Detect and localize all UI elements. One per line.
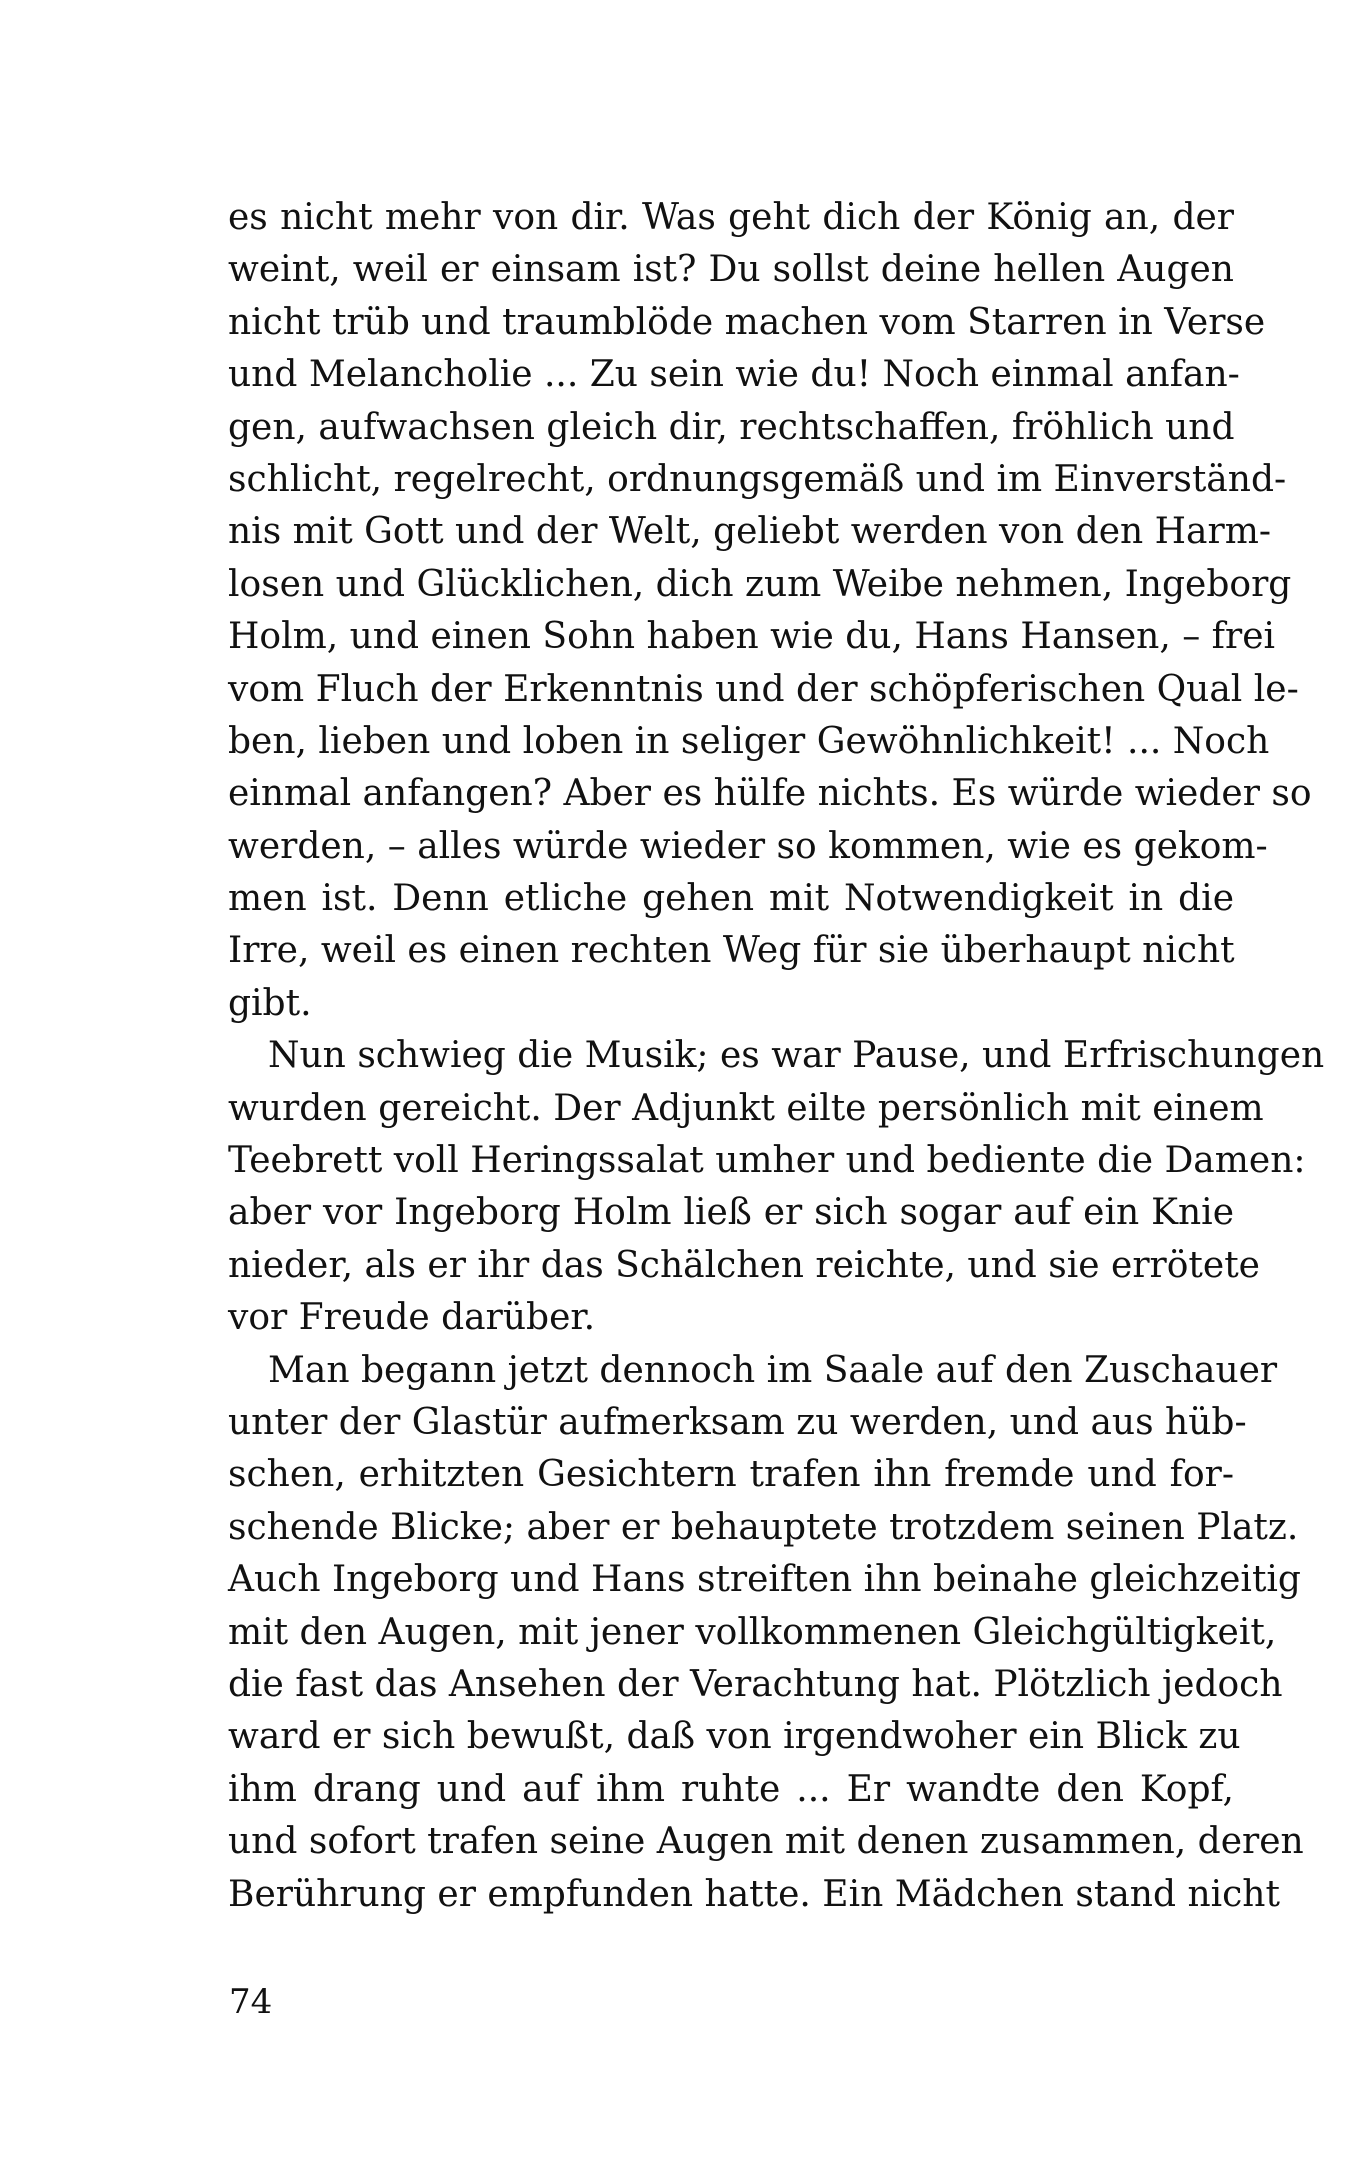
text-line: gen, aufwachsen gleich dir, rechtschaffen, fröhlich und <box>228 406 1235 448</box>
text-line: und sofort trafen seine Augen mit denen zusammen, deren <box>228 1821 1304 1863</box>
text-line: schende Blicke; aber er behauptete trotzdem seinen Platz. <box>228 1506 1299 1548</box>
body-text <box>228 192 1325 1921</box>
text-line: Holm, und einen Sohn haben wie du, Hans Hansen, – frei <box>228 616 1276 658</box>
text-line: vor Freude darüber. <box>228 1297 596 1339</box>
text-line: unter der Glastür aufmerksam zu werden, und aus hüb- <box>228 1401 1247 1443</box>
text-line: Teebrett voll Heringssalat umher und bediente die Damen: <box>228 1140 1306 1182</box>
text-line: werden, – alles würde wieder so kommen, wie es gekom- <box>228 825 1268 867</box>
text-line: mit den Augen, mit jener vollkommenen Gleichgültigkeit, <box>228 1611 1277 1653</box>
text-line: aber vor Ingeborg Holm ließ er sich sogar auf ein Knie <box>228 1192 1234 1234</box>
page-number: 74 <box>229 1982 273 2022</box>
text-line: Irre, weil es einen rechten Weg für sie überhaupt nicht <box>228 930 1235 972</box>
text-line: weint, weil er einsam ist? Du sollst deine hellen Augen <box>228 249 1234 291</box>
text-line: Man begann jetzt dennoch im Saale auf den Zuschauer <box>268 1349 1278 1391</box>
text-line: Auch Ingeborg und Hans streiften ihn beinahe gleichzeitig <box>228 1559 1301 1601</box>
text-line: men ist. Denn etliche gehen mit Notwendigkeit in die <box>228 878 1234 920</box>
text-line: vom Fluch der Erkenntnis und der schöpferischen Qual le- <box>228 668 1299 710</box>
text-line: nis mit Gott und der Welt, geliebt werden von den Harm- <box>228 511 1272 553</box>
text-line: die fast das Ansehen der Verachtung hat. Plötzlich jedoch <box>228 1663 1283 1705</box>
text-line: schlicht, regelrecht, ordnungsgemäß und im Einverständ- <box>228 458 1287 500</box>
text-line: losen und Glücklichen, dich zum Weibe nehmen, Ingeborg <box>228 563 1292 605</box>
text-line: es nicht mehr von dir. Was geht dich der König an, der <box>228 197 1234 238</box>
text-line: nieder, als er ihr das Schälchen reichte, und sie errötete <box>228 1244 1260 1286</box>
text-line: ihm drang und auf ihm ruhte ... Er wandte den Kopf, <box>228 1768 1234 1810</box>
text-line: wurden gereicht. Der Adjunkt eilte persönlich mit einem <box>228 1087 1264 1129</box>
text-line: ward er sich bewußt, daß von irgendwoher ein Blick zu <box>228 1716 1241 1758</box>
text-line: ben, lieben und loben in seliger Gewöhnlichkeit! ... Noch <box>228 720 1270 762</box>
text-line: schen, erhitzten Gesichtern trafen ihn fremde und for- <box>228 1454 1234 1496</box>
text-line: Berührung er empfunden hatte. Ein Mädchen stand nicht <box>228 1873 1280 1915</box>
text-line: einmal anfangen? Aber es hülfe nichts. Es würde wieder so <box>228 773 1312 815</box>
text-line: gibt. <box>228 982 312 1024</box>
text-line: nicht trüb und traumblöde machen vom Starren in Verse <box>228 301 1266 343</box>
text-line: und Melancholie ... Zu sein wie du! Noch einmal anfan- <box>228 354 1240 396</box>
text-line: Nun schwieg die Musik; es war Pause, und Erfrischungen <box>268 1035 1325 1077</box>
